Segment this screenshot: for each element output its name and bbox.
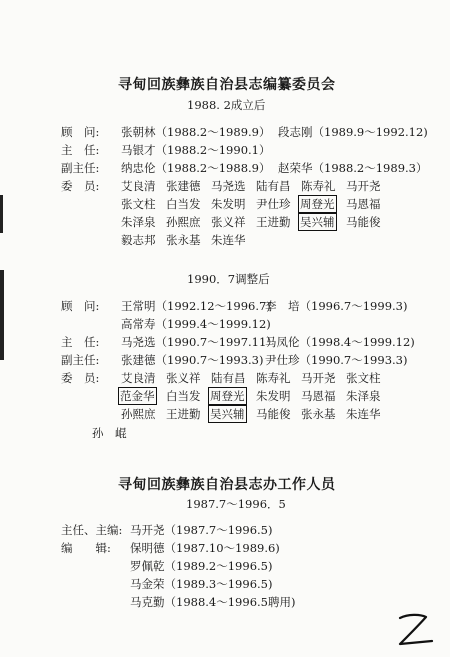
scan-edge-mark	[0, 195, 3, 233]
s1-members-label: 委 员:	[61, 179, 100, 193]
s1-member: 白当发	[166, 197, 201, 211]
s2-member-boxed: 范金华	[120, 389, 155, 403]
s1-deputy-1: 纳忠伦（1988.2～1988.9）	[121, 161, 271, 175]
s1-member: 陆有昌	[256, 179, 291, 193]
s3-editor: 马金荣（1989.3～1996.5)	[130, 577, 273, 591]
s1-member-boxed: 周登光	[300, 197, 335, 211]
section3-subtitle: 1987.7～1996．5	[186, 497, 286, 511]
s2-director-1: 马尧选（1990.7～1997.11）	[121, 335, 278, 349]
s3-editor: 保明德（1987.10～1989.6)	[130, 541, 280, 555]
s2-member-boxed: 周登光	[210, 389, 245, 403]
s1-member: 朱连华	[211, 233, 246, 247]
s1-member: 孙熙庶	[166, 215, 201, 229]
s1-member: 尹仕珍	[256, 197, 291, 211]
s1-member: 马能俊	[346, 215, 381, 229]
s1-member: 朱泽泉	[121, 215, 156, 229]
s2-deputy-label: 副主任:	[61, 353, 100, 367]
s1-member: 王进勤	[256, 215, 291, 229]
s2-member: 马开尧	[301, 371, 336, 385]
s2-member: 孙 崐	[92, 426, 127, 440]
s1-member: 张义祥	[211, 215, 246, 229]
section2-subtitle: 1990．7调整后	[187, 272, 270, 286]
s1-advisor-label: 顾 问:	[61, 125, 100, 139]
s2-deputy-1: 张建德（1990.7～1993.3)	[121, 353, 264, 367]
s2-member: 张永基	[301, 407, 336, 421]
s3-director-1: 马开尧（1987.7～1996.5)	[130, 523, 273, 537]
section1-subtitle: 1988. 2成立后	[187, 98, 266, 112]
s1-advisor-1: 张朝林（1988.2～1989.9）	[121, 125, 271, 139]
s2-advisor-3: 高常寿（1999.4～1999.12)	[121, 317, 271, 331]
s2-director-2: 马凤伦（1998.4～1999.12)	[265, 335, 415, 349]
s2-advisor-1: 王常明（1992.12～1996.7)	[121, 299, 271, 313]
s2-member: 孙熙庶	[121, 407, 156, 421]
s1-member: 马恩福	[346, 197, 381, 211]
s1-advisor-2: 段志刚（1989.9～1992.12)	[278, 125, 428, 139]
section3-title: 寻甸回族彝族自治县志办工作人员	[118, 477, 336, 493]
s2-member: 艾良清	[121, 371, 156, 385]
s1-member: 马尧选	[211, 179, 246, 193]
section1-title: 寻甸回族彝族自治县志编纂委员会	[118, 77, 336, 93]
s1-director-1: 马银才（1988.2～1990.1）	[121, 143, 271, 157]
s2-member: 朱连华	[346, 407, 381, 421]
s2-member: 张文柱	[346, 371, 381, 385]
s2-member: 张义祥	[166, 371, 201, 385]
s2-member: 陈寿礼	[256, 371, 291, 385]
s1-deputy-2: 赵荣华（1988.2～1989.3）	[278, 161, 428, 175]
s1-member-boxed: 吴兴辅	[300, 215, 335, 229]
s2-members-label: 委 员:	[61, 371, 100, 385]
s2-member: 王进勤	[166, 407, 201, 421]
s2-deputy-2: 尹仕珍（1990.7～1993.3)	[265, 353, 408, 367]
handwritten-page-mark	[394, 608, 438, 652]
s1-member: 张永基	[166, 233, 201, 247]
s2-member: 朱发明	[256, 389, 291, 403]
s1-member: 陈寿礼	[301, 179, 336, 193]
s1-member: 艾良清	[121, 179, 156, 193]
s2-member: 马能俊	[256, 407, 291, 421]
s1-director-label: 主 任:	[61, 143, 100, 157]
s1-member: 张文柱	[121, 197, 156, 211]
s2-member: 陆有昌	[211, 371, 246, 385]
s2-director-label: 主 任:	[61, 335, 100, 349]
s2-member: 马恩福	[301, 389, 336, 403]
s3-editor: 罗佩乾（1989.2～1996.5)	[130, 559, 273, 573]
s1-member: 毅志邦	[121, 233, 156, 247]
s2-member-boxed: 吴兴辅	[210, 407, 245, 421]
s2-advisor-label: 顾 问:	[61, 299, 100, 313]
s3-editor: 马克勤（1988.4～1996.5聘用)	[130, 595, 296, 609]
s2-member: 白当发	[166, 389, 201, 403]
s3-director-label: 主任、主编:	[61, 523, 123, 537]
s2-advisor-2: 李 培（1996.7～1999.3)	[265, 299, 408, 313]
s1-member: 张建德	[166, 179, 201, 193]
s1-member: 朱发明	[211, 197, 246, 211]
s1-member: 马开尧	[346, 179, 381, 193]
scan-edge-mark	[0, 270, 4, 360]
s2-member: 朱泽泉	[346, 389, 381, 403]
s1-deputy-label: 副主任:	[61, 161, 100, 175]
s3-editor-label: 编 辑:	[61, 541, 111, 555]
